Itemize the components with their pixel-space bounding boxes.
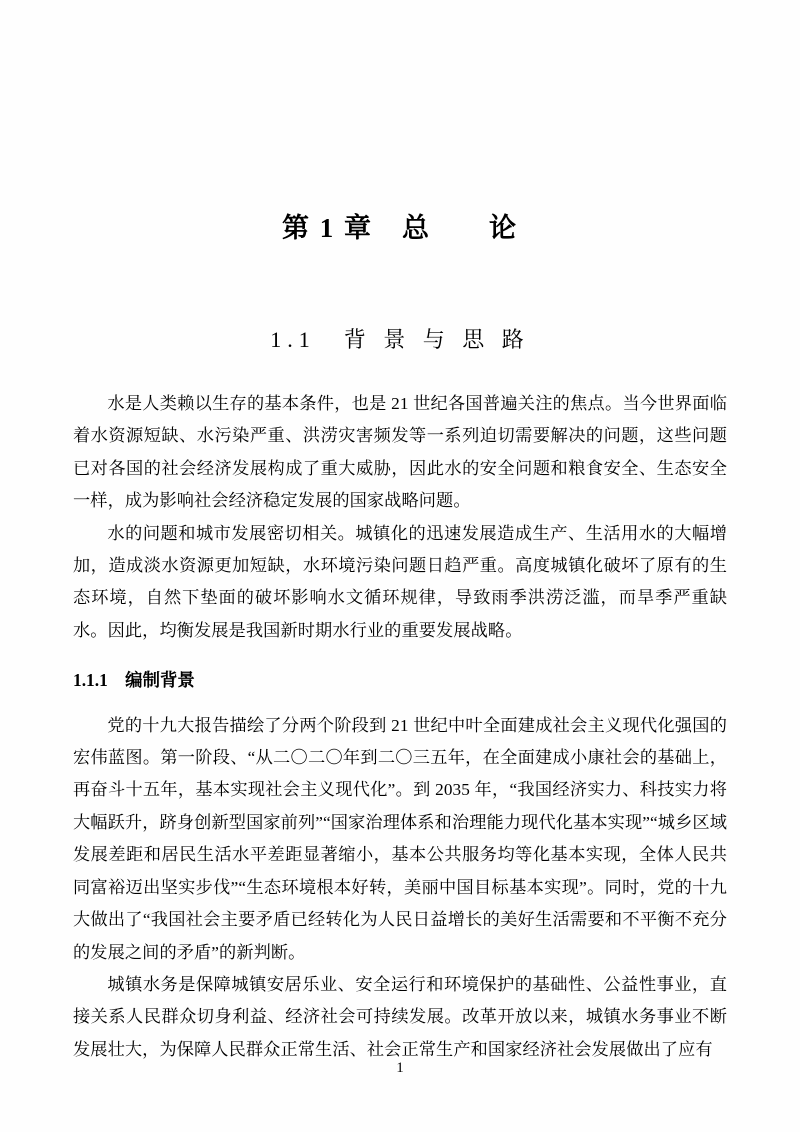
spacer-above-subsection: [73, 647, 727, 664]
spacer-below-subsection: [73, 697, 727, 710]
page-number: 1: [396, 1060, 404, 1076]
body-text-flow: [73, 388, 727, 1066]
chapter-title: 第 1 章 总 论: [282, 213, 518, 243]
paragraph-water-and-urban-development: 水的问题和城市发展密切相关。城镇化的迅速发展造成生产、生活用水的大幅增加，造成淡水资源更加短缺，水环境污染问题日趋严重。高度城镇化破坏了原有的生态环境，自然下垫面的破坏影响水文循环规律，导致雨季洪涝泛滥，而旱季严重缺水。因此，均衡发展是我国新时期水行业的重要发展战略。: [73, 523, 727, 640]
paragraph-urban-water-services: 城镇水务是保障城镇安居乐业、安全运行和环境保护的基础性、公益性事业，直接关系人民群众切身利益、经济社会可持续发展。改革开放以来，城镇水务事业不断发展壮大，为保障人民群众正常生活、社会正常生产和国家经济社会发展做出了应有: [73, 974, 727, 1059]
paragraph-background-water-condition: 水是人类赖以生存的基本条件，也是 21 世纪各国普遍关注的焦点。当今世界面临着水资源短缺、水污染严重、洪涝灾害频发等一系列迫切需要解决的问题，这些问题已对各国的社会经济发展构成了重大威胁，因此水的安全问题和粮食安全、生态安全一样，成为影响社会经济稳定发展的国家战略问题。: [73, 394, 727, 511]
section-title: 1.1 背 景 与 思 路: [270, 327, 530, 352]
subsection-title-compilation-background: 1.1.1 编制背景: [73, 670, 195, 691]
paragraph-19th-congress-report: 党的十九大报告描绘了分两个阶段到 21 世纪中叶全面建成社会主义现代化强国的宏伟蓝图。第一阶段、“从二〇二〇年到二〇三五年，在全面建成小康社会的基础上，再奋斗十五年，基本实现社会主义现代化”。到 2035 年，“我国经济实力、科技实力将大幅跃升，跻身创新型国家前列”“国家治理体系和治理能力现代化基本实现”“城乡区域发展差距和居民生活水平差距显著缩小，基本公共服务均等化基本实现，全体人民共同富裕迈出坚实步伐”“生态环境根本好转，美丽中国目标基本实现”。同时，党的十九大做出了“我国社会主要矛盾已经转化为人民日益增长的美好生活需要和不平衡不充分的发展之间的矛盾”的新判断。: [73, 715, 727, 962]
